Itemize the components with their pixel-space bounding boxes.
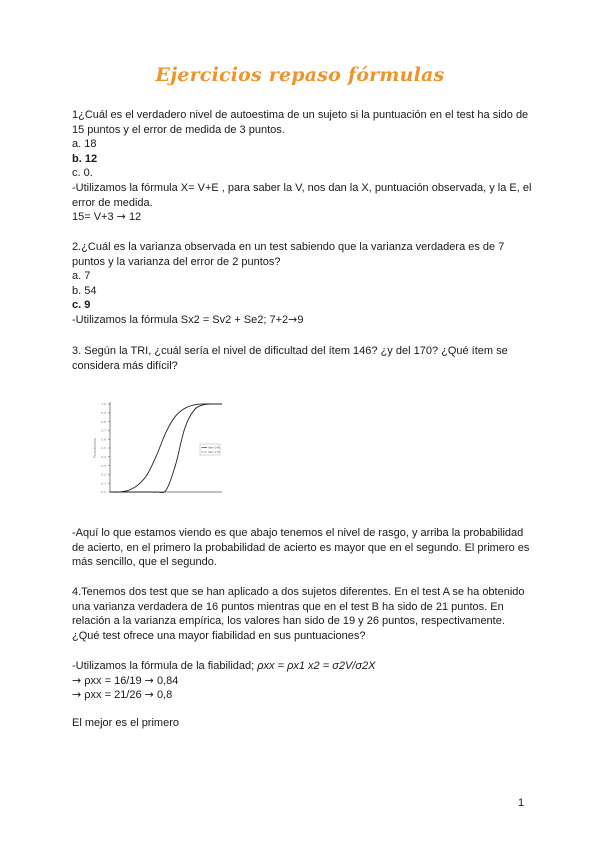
question-2-option-b: b. 54 [72, 284, 97, 297]
page-number: 1 [518, 797, 525, 809]
irt-curve-chart [88, 396, 228, 502]
arrow-icon: → [72, 688, 82, 702]
question-1-option-a: a. 18 [72, 138, 97, 151]
y-tick-label: 0.6 [101, 437, 106, 442]
y-tick-label: 0.7 [101, 428, 106, 433]
page-title: Ejercicios repaso fórmulas [155, 64, 445, 86]
q4-calc-2-left: ρxx = 21/26 [84, 689, 142, 702]
question-3-answer-block [72, 526, 532, 570]
question-2-explanation [72, 313, 532, 328]
arrow-icon: → [288, 312, 298, 326]
question-1-text: 1¿Cuál es el verdadero nivel de autoestima de un sujeto si la puntuación en el test ha sido de 15 puntos y el error de medida de 3 puntos. [72, 109, 529, 136]
question-3-answer: -Aquí lo que estamos viendo es que abajo tenemos el nivel de rasgo, y arriba la probabilidad de acierto, en el primero la probabilidad de acierto es mayor que en el segundo. El primero es más sencillo, que el segundo. [72, 527, 530, 569]
y-tick-label: 0.1 [101, 481, 106, 486]
y-tick-label: 0.4 [101, 455, 106, 459]
question-4-answer-block [72, 659, 532, 703]
q1-calc-left: 15= V+3 [72, 211, 114, 224]
arrow-icon: → [116, 210, 126, 224]
question-2-option-c: c. 9 [72, 299, 91, 312]
legend-label: Ítem 170 [208, 451, 220, 454]
question-2-option-a: a. 7 [72, 270, 91, 283]
question-4-block [72, 585, 532, 643]
q1-calc-result: 12 [128, 211, 142, 224]
q4-calc-1-result: 0,84 [156, 674, 179, 687]
q2-explanation-prefix: -Utilizamos la fórmula Sx2 = Sv2 + Se2; 7+2 [72, 313, 289, 326]
q4-calc-1 [72, 674, 532, 689]
question-1-explanation: -Utilizamos la fórmula X= V+E , para saber la V, nos dan la X, puntuación observada, y la E, el error de medida. [72, 181, 532, 209]
question-1-option-b: b. 12 [72, 152, 98, 165]
question-1-option-c: c. 0. [72, 167, 93, 180]
legend-label: Ítem 146 [208, 446, 220, 450]
y-tick-label: 0.2 [101, 472, 106, 477]
arrow-icon: → [144, 688, 154, 702]
y-tick-label: 1.0 [101, 402, 106, 407]
conclusion-block [72, 716, 532, 731]
q4-conclusion: El mejor es el primero [72, 717, 179, 729]
y-tick-label: 0.5 [101, 446, 106, 451]
question-2-text: 2.¿Cuál es la varianza observada en un test sabiendo que la varianza verdadera es de 7 puntos y la varianza del error de 2 puntos? [72, 241, 505, 268]
question-1-block [72, 108, 532, 225]
question-3-block [72, 344, 532, 373]
question-2-block [72, 240, 532, 328]
y-axis-label: Probabilidad [93, 438, 97, 458]
question-3-text: 3. Según la TRI, ¿cuál sería el nivel de dificultad del ítem 146? ¿y del 170? ¿Qué ítem se considera más difícil? [72, 345, 508, 372]
question-4-text: 4.Tenemos dos test que se han aplicado a dos sujetos diferentes. En el test A se ha obtenido una varianza verdadera de 16 puntos mientras que en el test B ha sido de 21 puntos. En relación a la varianza empírica, los valores han sido de 19 y 26 puntos, respectivamente. ¿Qué test ofrece una mayor fiabilidad en sus puntuaciones? [72, 586, 525, 642]
q4-calc-2 [72, 688, 532, 703]
q4-formula: ρxx = ρx1 x2 = σ2V/σ2X [257, 660, 376, 672]
q2-explanation-result: 9 [297, 313, 304, 326]
arrow-icon: → [72, 673, 82, 687]
y-tick-label: 0.3 [101, 463, 106, 468]
y-tick-label: 0.0 [101, 490, 106, 495]
arrow-icon: → [144, 673, 154, 687]
q4-calc-2-result: 0,8 [156, 689, 173, 702]
q4-calc-1-left: ρxx = 16/19 [84, 674, 142, 687]
y-tick-label: 0.8 [101, 419, 106, 424]
y-tick-label: 0.9 [101, 411, 106, 415]
q4-formula-text: -Utilizamos la fórmula de la fiabilidad; [72, 660, 255, 672]
question-1-calculation [72, 210, 532, 225]
q4-formula-line [72, 659, 532, 674]
